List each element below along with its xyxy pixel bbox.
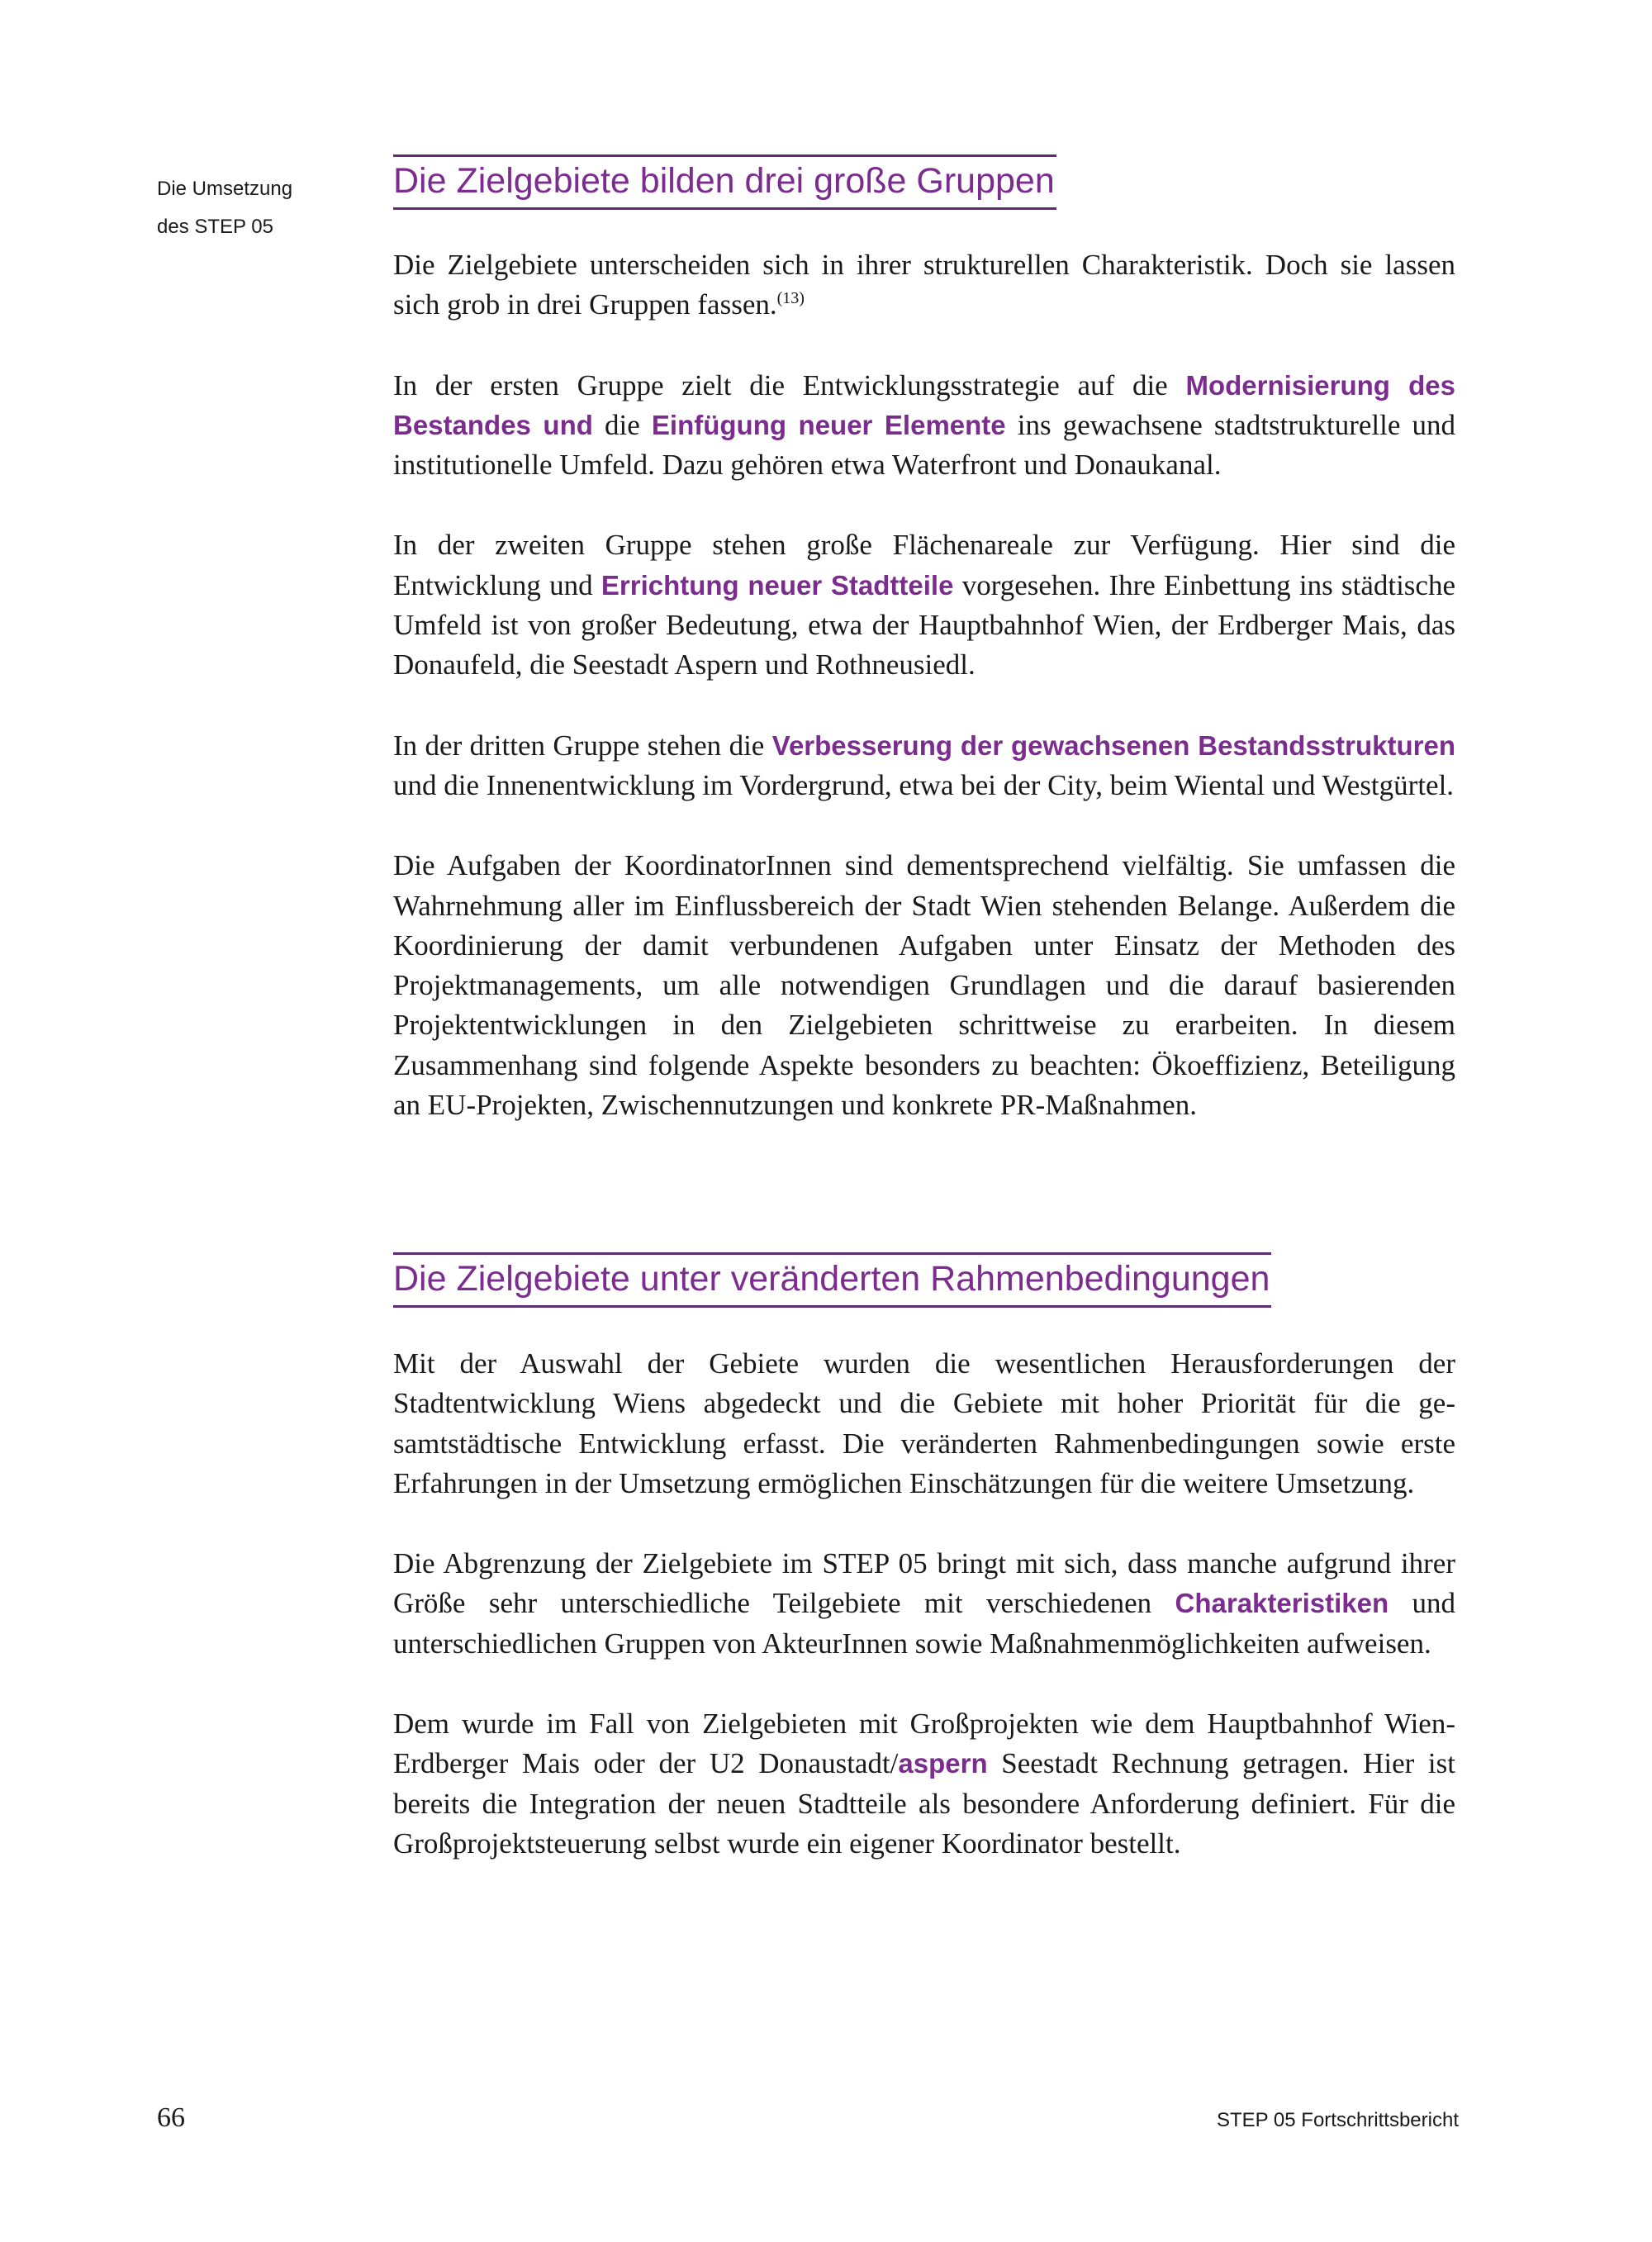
section-body-2 <box>393 1344 1455 1904</box>
paragraph: Mit der Auswahl der Gebiete wurden die wesentlichen Herausforderungen der Stadtentwicklung Wiens abgedeckt und die Gebiete mit hoher Priorität für die gesamtstädtische Entwicklung erfasst. Die veränderten Rahmenbedingungen sowie erste Erfahrungen in der Umsetzung ermöglichen Einschätzungen für die weitere Umsetzung. <box>393 1347 1455 1499</box>
footnote-ref: (13) <box>776 289 805 308</box>
side-section-label <box>157 170 355 246</box>
paragraph: Dem wurde im Fall von Zielgebieten mit Großprojekten wie dem Hauptbahnhof Wien-Erdberger Mais oder der U2 Donaustadt/aspern Seestadt Rechnung getragen. Hier ist bereits die Integration der neuen Stadtteile als besondere Anforderung definiert. Für die Großprojektsteuerung selbst wurde ein eigener Koordinator bestellt. <box>393 1708 1455 1860</box>
footer-title: STEP 05 Fortschrittsbericht <box>1217 2109 1459 2131</box>
paragraph: In der dritten Gruppe stehen die Verbesserung der gewachsenen Bestandsstrukturen und die Innenentwicklung im Vordergrund, etwa bei der City, beim Wiental und Westgürtel. <box>393 729 1455 801</box>
highlight-text: Errichtung neuer Stadtteile <box>601 569 954 601</box>
highlight-text: aspern <box>898 1748 988 1779</box>
section-heading-1: Die Zielgebiete bilden drei große Gruppen <box>393 154 1056 210</box>
side-label-line-1: Die Umsetzung <box>157 178 293 200</box>
highlight-text: Verbesserung der gewachsenen Bestandsstrukturen <box>771 729 1455 761</box>
side-label-line-2: des STEP 05 <box>157 216 273 238</box>
highlight-text: Charakteristiken <box>1175 1588 1389 1619</box>
highlight-text: Einfügung neuer Elemente <box>651 409 1006 440</box>
paragraph: In der zweiten Gruppe stehen große Flächenareale zur Verfügung. Hier sind die Entwicklung und Errichtung neuer Stadtteile vorgesehen. Ihre Einbettung ins städtische Umfeld ist von großer Bedeutung, etwa der Hauptbahnhof Wien, der Erdberger Mais, das Donaufeld, die Seestadt Aspern und Rothneusiedl. <box>393 529 1455 682</box>
section-heading-2: Die Zielgebiete unter veränderten Rahmenbedingungen <box>393 1252 1271 1308</box>
paragraph: Die Abgrenzung der Zielgebiete im STEP 05 bringt mit sich, dass manche aufgrund ihrer Größe sehr unterschiedliche Teilgebiete mit verschiedenen Charakteristiken und unterschiedlichen Gruppen von AkteurInnen sowie Maßnahmenmöglichkeiten aufweisen. <box>393 1547 1456 1660</box>
page-number: 66 <box>157 2102 185 2133</box>
paragraph: Die Zielgebiete unterscheiden sich in ihrer strukturellen Charakteristik. Doch sie lassen sich grob in drei Gruppen fassen.$^{(13)}$ <box>393 249 1455 321</box>
highlight-text: Modernisierung des Bestandes und <box>393 369 1455 440</box>
section-body-1 <box>393 245 1455 1166</box>
paragraph: In der ersten Gruppe zielt die Entwicklungsstrategie auf die Modernisierung des Bestandes und die Einfügung neuer Elemente ins gewachsene stadtstrukturelle und institutionelle Umfeld. Dazu gehören etwa Waterfront und Donaukanal. <box>393 368 1456 482</box>
paragraph: Die Aufgaben der KoordinatorInnen sind dementsprechend vielfältig. Sie umfassen die Wahrnehmung aller im Einflussbereich der Stadt Wien stehenden Belange. Außerdem die Koordinierung der damit verbundenen Aufgaben unter Einsatz der Methoden des Projektmanagements, um alle notwendigen Grundlagen und die darauf basierenden Projektentwicklungen in den Zielgebieten schrittweise zu erarbeiten. In diesem Zusammenhang sind folgende Aspekte besonders zu beachten: Ökoeffizienz, Beteiligung an EU-Projekten, Zwischennutzungen und konkrete PR-Maßnahmen. <box>393 849 1455 1122</box>
